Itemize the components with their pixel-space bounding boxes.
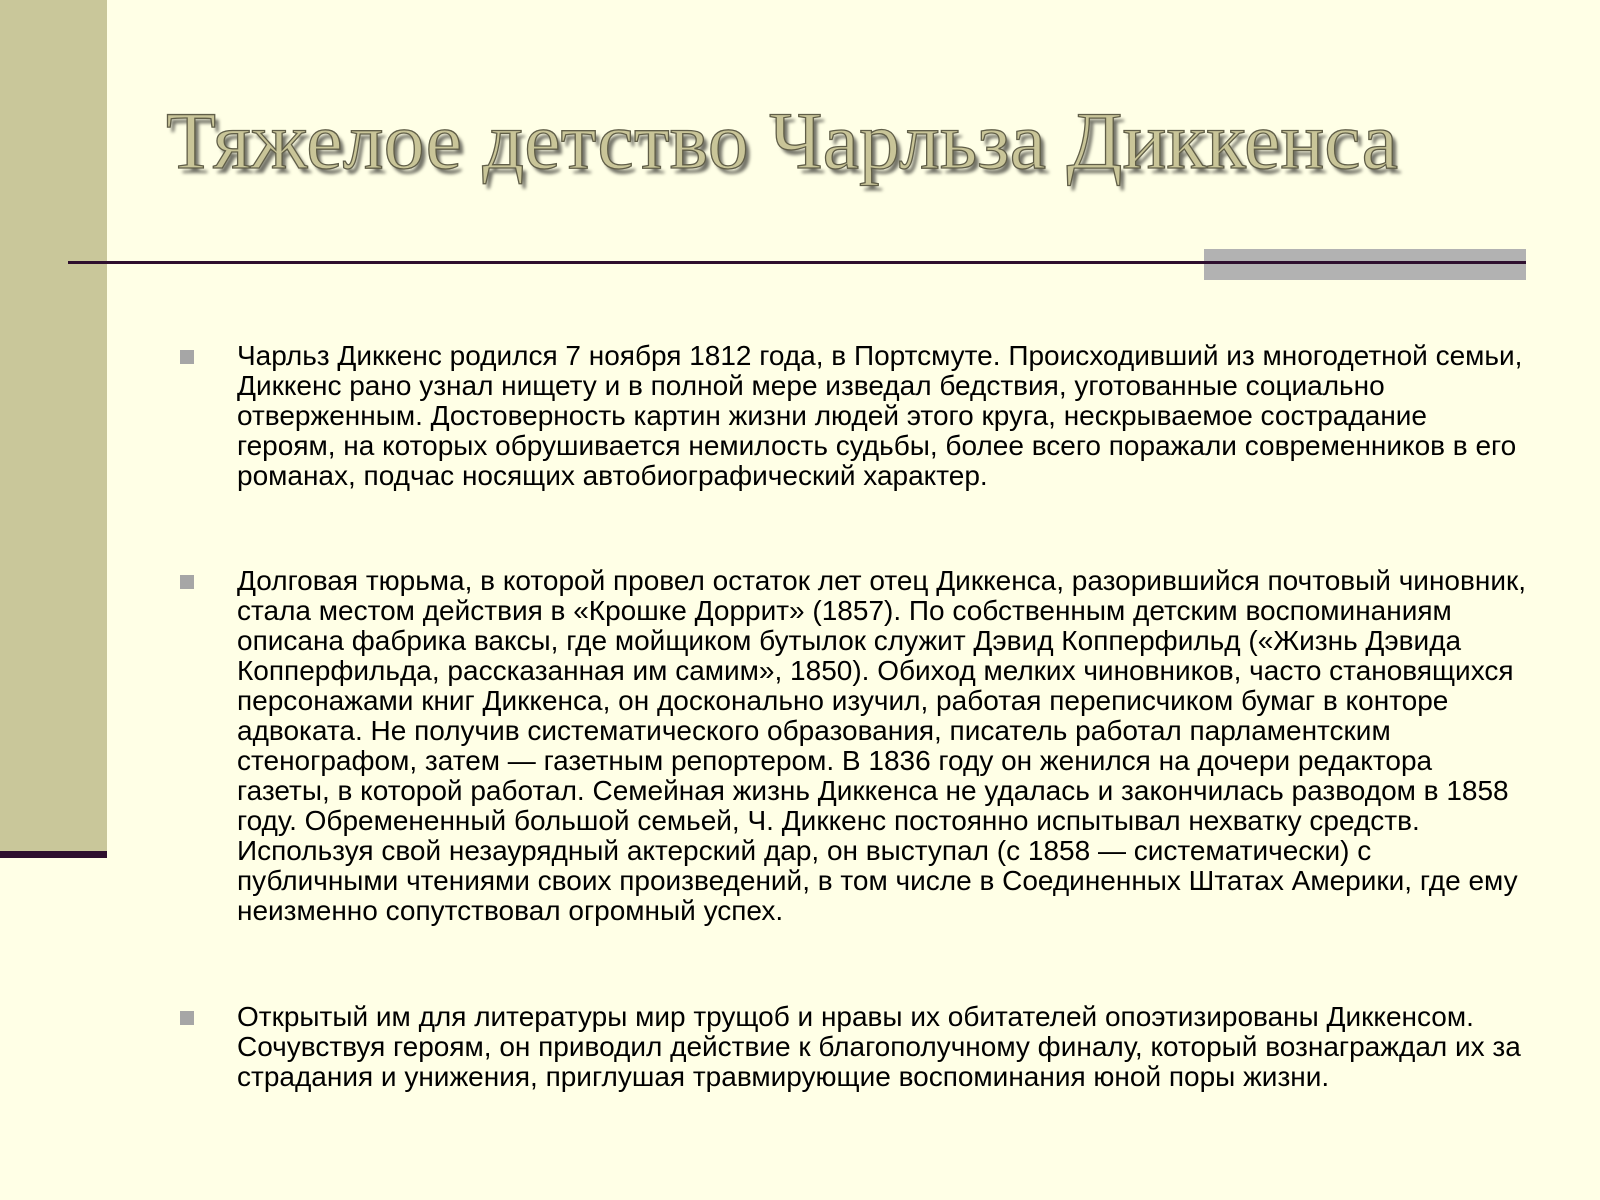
paragraph-birth: Чарльз Диккенс родился 7 ноября 1812 года, в Портсмуте. Происходивший из многодетной семьи, Диккенс рано узнал нищету и в полной мере изведал бедствия, уготованные социально отверженным. Достоверность картин жизни людей этого круга, нескрываемое сострадание героям, на которых обрушивается немилость судьбы, более всего поражали современников в его романах, подчас носящих автобиографический характер. [237, 340, 1523, 491]
paragraph-career: Долговая тюрьма, в которой провел остаток лет отец Диккенса, разорившийся почтовый чиновник, стала местом действия в «Крошке Доррит» (1857). По собственным детским воспоминаниям описана фабрика ваксы, где мойщиком бутылок служит Дэвид Копперфильд («Жизнь Дэвида Копперфильда, рассказанная им самим», 1850). Обиход мелких чиновников, часто становящихся персонажами книг Диккенса, он досконально изучил, работая переписчиком бумаг в конторе адвоката. Не получив систематического образования, писатель работал парламентским стенографом, затем — газетным репортером. В 1836 году он женился на дочери редактора газеты, в которой работал. Семейная жизнь Диккенса не удалась и закончилась разводом в 1858 году. Обремененный большой семьей, Ч. Диккенс постоянно испытывал нехватку средств. Используя свой незаурядный актерский дар, он выступал (с 1858 — систематически) с публичными чтениями своих произведений, в том числе в Соединенных Штатах Америки, где ему неизменно сопутствовал огромный успех. [237, 565, 1526, 926]
square-bullet-icon [180, 575, 194, 589]
square-bullet-icon [180, 1011, 194, 1025]
square-bullet-icon [180, 350, 194, 364]
paragraph-legacy: Открытый им для литературы мир трущоб и нравы их обитателей опоэтизированы Диккенсом. Сочувствуя героям, он приводил действие к благополучному финалу, который вознаграждал их за страдания и унижения, приглушая травмирующие воспоминания юной поры жизни. [237, 1001, 1521, 1092]
slide-title: Тяжелое детство Чарльза Диккенса [166, 95, 1399, 186]
